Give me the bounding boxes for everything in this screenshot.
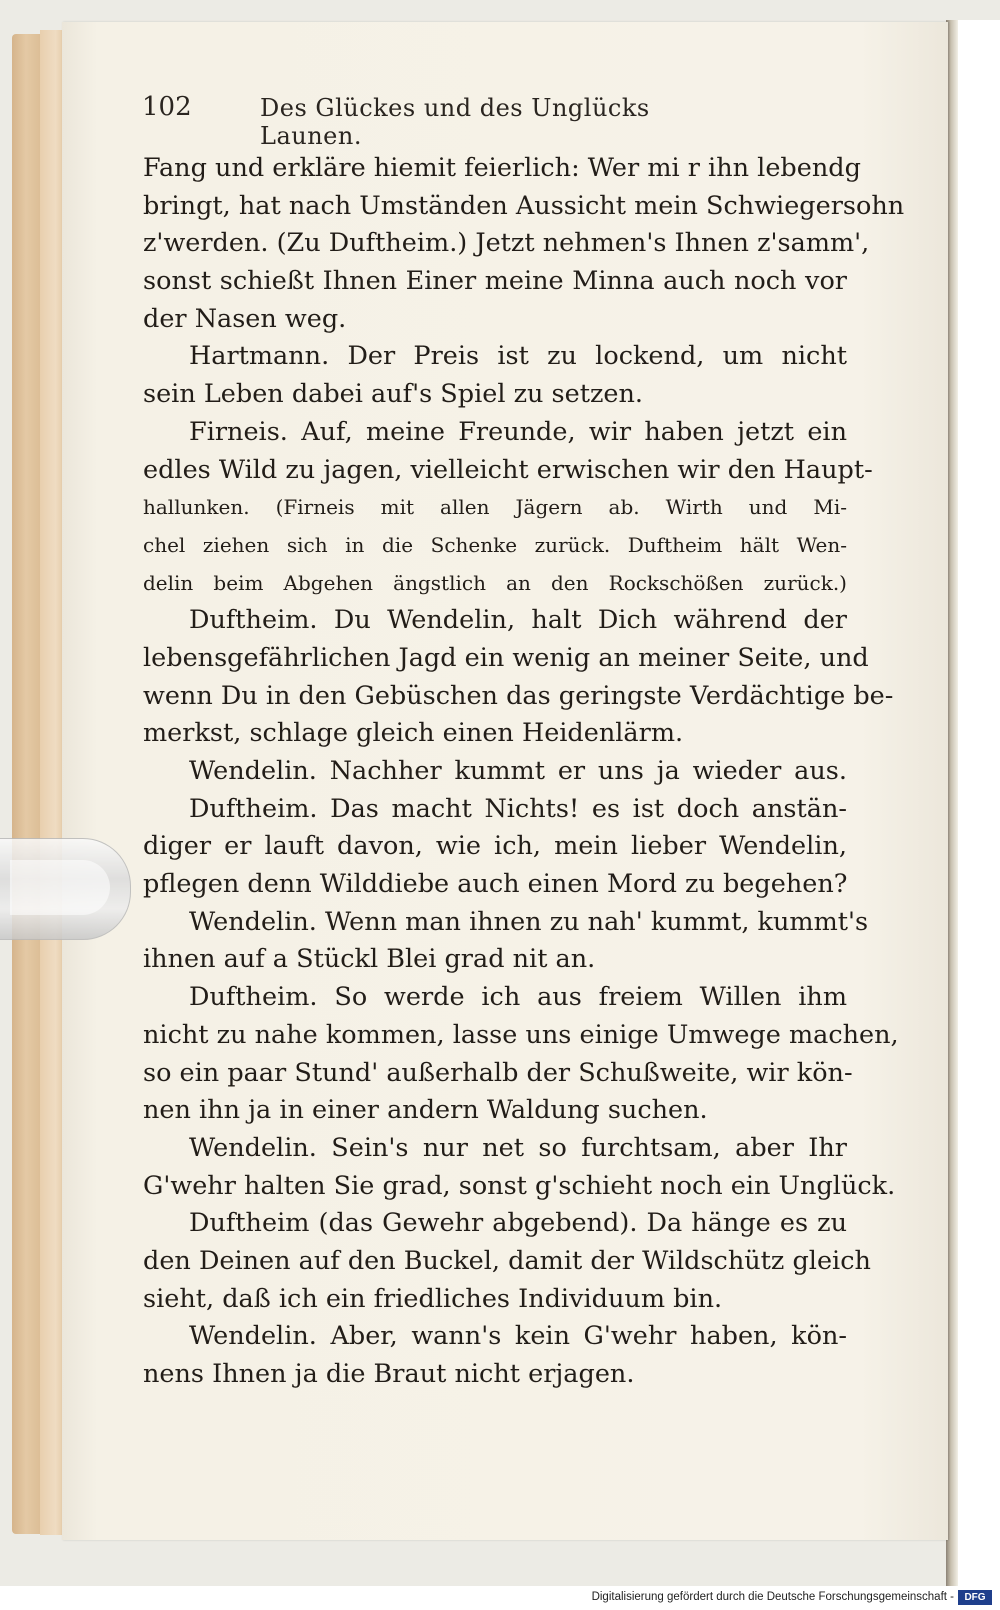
text-line: wenn Du in den Gebüschen das geringste Verdächtige be-	[143, 680, 894, 711]
text-line: lebensgefährlichen Jagd ein wenig an meiner Seite, und	[143, 642, 869, 673]
adjacent-page-edge	[955, 20, 1000, 1590]
text-line: bringt, hat nach Umständen Aussicht mein Schwiegersohn	[143, 190, 905, 221]
text-line: Firneis. Auf, meine Freunde, wir haben jetzt ein	[189, 416, 847, 447]
text-line: Hartmann. Der Preis ist zu lockend, um nicht	[189, 341, 847, 372]
text-line: merkst, schlage gleich einen Heidenlärm.	[143, 718, 684, 749]
text-line: Wendelin. Nachher kummt er uns ja wieder aus.	[189, 756, 847, 786]
text-line: so ein paar Stund' außerhalb der Schußweite, wir kön-	[143, 1057, 853, 1088]
stage-direction-line: chel ziehen sich in die Schenke zurück. Duftheim hält Wen-	[143, 532, 847, 557]
funding-notice: Digitalisierung gefördert durch die Deutsche Forschungsgemeinschaft -	[591, 1591, 954, 1603]
text-line: Duftheim. Das macht Nichts! es ist doch anstän-	[189, 793, 847, 824]
text-line: Wendelin. Sein's nur net so furchtsam, aber Ihr	[189, 1132, 847, 1163]
text-line: Fang und erkläre hiemit feierlich: Wer mi r ihn lebendg	[143, 153, 861, 183]
text-line: sein Leben dabei auf's Spiel zu setzen.	[143, 379, 644, 410]
page-body-text	[143, 150, 905, 1394]
text-line: den Deinen auf den Buckel, damit der Wildschütz gleich	[143, 1245, 871, 1276]
text-line: Wendelin. Wenn man ihnen zu nah' kummt, kummt's	[189, 906, 869, 937]
page-number: 102	[142, 92, 192, 122]
footer-bar	[0, 1586, 1000, 1610]
text-line: der Nasen weg.	[143, 303, 347, 334]
text-line: ihnen auf a Stückl Blei grad nit an.	[143, 944, 596, 975]
text-line: nicht zu nahe kommen, lasse uns einige Umwege machen,	[143, 1019, 899, 1050]
running-head: Des Glückes und des Unglücks Launen.	[260, 94, 650, 150]
page-holder-clip-highlight	[10, 860, 110, 915]
text-line: Duftheim. Du Wendelin, halt Dich während der	[189, 605, 847, 636]
text-line: sonst schießt Ihnen Einer meine Minna auch noch vor	[143, 266, 847, 297]
stage-direction-line: delin beim Abgehen ängstlich an den Rockschößen zurück.)	[143, 570, 847, 595]
dfg-logo: DFG	[958, 1590, 992, 1605]
text-line: G'wehr halten Sie grad, sonst g'schieht noch ein Unglück.	[143, 1170, 896, 1201]
text-line: diger er lauft davon, wie ich, mein lieber Wendelin,	[143, 831, 847, 862]
stage-direction-line: hallunken. (Firneis mit allen Jägern ab. Wirth und Mi-	[143, 495, 847, 520]
text-line: z'werden. (Zu Duftheim.) Jetzt nehmen's Ihnen z'samm',	[143, 228, 870, 259]
text-line: pflegen denn Wilddiebe auch einen Mord zu begehen?	[143, 869, 848, 900]
text-line: Duftheim. So werde ich aus freiem Willen ihm	[189, 982, 847, 1013]
text-line: nens Ihnen ja die Braut nicht erjagen.	[143, 1359, 635, 1389]
text-line: sieht, daß ich ein friedliches Individuum bin.	[143, 1283, 723, 1314]
text-line: nen ihn ja in einer andern Waldung suchen.	[143, 1095, 708, 1126]
text-line: Wendelin. Aber, wann's kein G'wehr haben, kön-	[189, 1321, 847, 1352]
text-line: edles Wild zu jagen, vielleicht erwischen wir den Haupt-	[143, 454, 873, 485]
text-line: Duftheim (das Gewehr abgebend). Da hänge es zu	[189, 1208, 847, 1239]
